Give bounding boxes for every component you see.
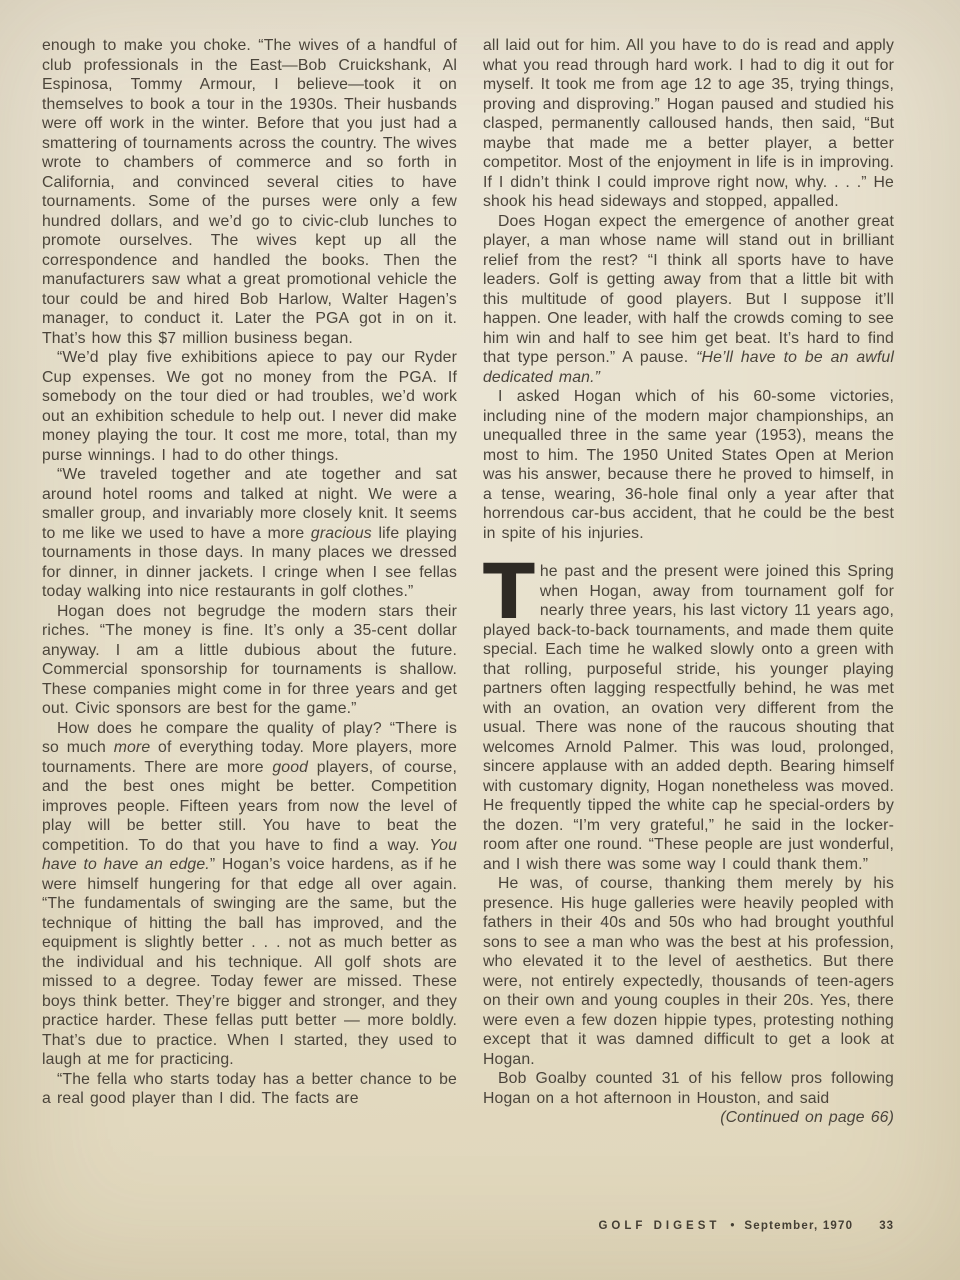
text-segment: Bob Goalby counted 31 of his fellow pros following Hogan on a hot afternoon in Houston, and said — [483, 1070, 894, 1107]
paragraph — [483, 36, 894, 212]
magazine-name: GOLF DIGEST — [598, 1220, 721, 1232]
paragraph — [483, 212, 894, 388]
article-column-left — [42, 36, 457, 1109]
paragraph — [42, 719, 457, 1070]
text-segment: ” Hogan’s voice hardens, as if he were himself hungering for that edge all over again. “The fundamentals of swinging are the same, but the technique of hitting the ball has improved, and the equipment is slightly better . . . not as much better as the individual and his technique. All golf shots are missed to a degree. Today fewer are missed. These boys think better. They’re bigger and stronger, and they practice harder. These fellas putt better — more boldly. That’s due to practice. When I started, they used to laugh at me for practicing. — [42, 856, 457, 1068]
issue-date: September, 1970 — [744, 1220, 854, 1232]
text-segment: “The fella who starts today has a better chance to be a real good player than I did. The facts are — [42, 1070, 457, 1107]
text-segment: How does he compare the quality of play? “There is so much — [42, 719, 457, 756]
italic-text-segment: “He’ll have to be an awful dedicated man.” — [483, 349, 894, 386]
text-segment: he past and the present were joined this Spring when Hogan, away from tournament golf for nearly three years, his last victory 11 years ago, played back-to-back tournaments, and made them quite special. Each time he walked slowly onto a green with that rolling, purposeful stride, his younger playing partners often lagging respectfully behind, he was met with an ovation, an ovation very different from the usual. There was none of the raucous shouting that welcomes Arnold Palmer. This was loud, prolonged, sincere applause with an added depth. Bearing himself with customary dignity, Hogan nonetheless was moved. He frequently tipped the white cap he special-orders by the dozen. “I’m very grateful,” he said in the locker-room after one round. “These people are just wonderful, and I wish there was some way I could thank them.” — [483, 563, 895, 873]
text-segment: “We traveled together and ate together and sat around hotel rooms and talked at night. We were a smaller group, and invariably more closely knit. It seems to me like we used to have a more — [42, 466, 457, 542]
italic-text-segment: You have to have an edge. — [42, 836, 457, 873]
italic-text-segment: gracious — [310, 524, 372, 542]
text-segment: life playing tournaments in those days. In many places we dressed for dinner, in dinner jackets. I cringe when I see fellas today walking into nice restaurants in golf clothes.” — [42, 524, 457, 600]
article-column-right — [483, 36, 894, 1128]
paragraph — [483, 387, 894, 543]
text-segment: I asked Hogan which of his 60-some victories, including nine of the modern major championships, an unequalled three in the same year (1953), means the most to him. The 1950 United States Open at Merion was his answer, because there he proved to himself, in a tense, wearing, 36-hole final only a year after that horrendous car-bus accident, that he could be the best in spite of his injuries. — [483, 388, 894, 542]
footer-bullet: • — [730, 1220, 735, 1232]
italic-text-segment: more — [113, 739, 151, 756]
page-number: 33 — [879, 1220, 894, 1232]
text-segment: He was, of course, thanking them merely by his presence. His huge galleries were heavily peopled with fathers in their 40s and 50s who had brought youthful sons to see a man who was the best at his profession, who elevated it to the level of aesthetics. But there were, not entirely expectedly, thousands of teen-agers on their own and young couples in their 20s. Yes, there were even a few dozen hippie types, protesting nothing except that it was damned difficult to get a look at Hogan. — [483, 875, 894, 1068]
text-segment: players, of course, and the best ones might be better. Competition improves people. Fifteen years from now the level of play will be better still. You have to beat the competition. To do that you have to find a way. — [42, 758, 457, 854]
paragraph — [483, 1069, 894, 1108]
text-segment: “We’d play five exhibitions apiece to pay our Ryder Cup expenses. We got no money from the PGA. If somebody on the tour died or had troubles, we’d work out an exhibition schedule to help out. I never did make money playing the tour. It cost me more, total, than my purse winnings. I had to do other things. — [42, 349, 457, 464]
text-segment: all laid out for him. All you have to do is read and apply what you read through hard work. I had to dig it out for myself. It took me from age 12 to age 35, trying things, proving and disproving.” Hogan paused and studied his clasped, permanently calloused hands, then said, “But maybe that made me a better player, a better competitor. Most of the enjoyment in life is in improving. If I didn’t think I could improve right now, why. . . .” He shook his head sideways and stopped, appalled. — [483, 37, 894, 210]
page-footer — [598, 1220, 894, 1232]
drop-cap: T — [483, 547, 533, 636]
text-segment: of everything today. More players, more tournaments. There are more — [42, 739, 457, 776]
paragraph — [42, 465, 457, 602]
text-segment: enough to make you choke. “The wives of a handful of club professionals in the East—Bob Cruickshank, Al Espinosa, Tommy Armour, I believe—took it on themselves to book a tour in the 1930s. Their husbands were off work in the winter. Before that you just had a smattering of tournaments across the country. The wives wrote to chambers of commerce and so forth in California, and convinced several cities to have tournaments. Some of the purses were only a few hundred dollars, and we’d go to civic-club lunches to promote ourselves. The wives kept up all the correspondence and handled the books. Then the manufacturers saw what a great promotional vehicle the tour could be and hired Bob Harlow, Walter Hagen’s manager, to conduct it. Later the PGA got in on it. That’s how this $7 million business began. — [42, 37, 457, 347]
italic-text-segment: (Continued on page 66) — [720, 1109, 894, 1126]
paragraph — [42, 36, 457, 348]
paragraph — [42, 1070, 457, 1109]
paragraph — [483, 547, 895, 874]
text-segment: Hogan does not begrudge the modern stars their riches. “The money is fine. It’s only a 35-cent dollar anyway. I am a little dubious about the future. Commercial sponsorship for tournaments is shallow. These companies might come in for three years and get out. Civic sponsors are best for the game.” — [42, 602, 457, 717]
paragraph — [42, 602, 457, 719]
paragraph — [42, 348, 457, 465]
italic-text-segment: good — [272, 758, 309, 776]
paragraph — [483, 874, 894, 1069]
text-segment: Does Hogan expect the emergence of another great player, a man whose name will stand out in brilliant relief from the rest? “I think all sports have to have leaders. Golf is getting away from that a little bit with this multitude of good players. But I suppose it’ll happen. One leader, with half the crowds coming to see him win and half to see him get beat. It’s hard to find that type person.” A pause. — [483, 212, 894, 366]
paragraph — [483, 1108, 894, 1128]
